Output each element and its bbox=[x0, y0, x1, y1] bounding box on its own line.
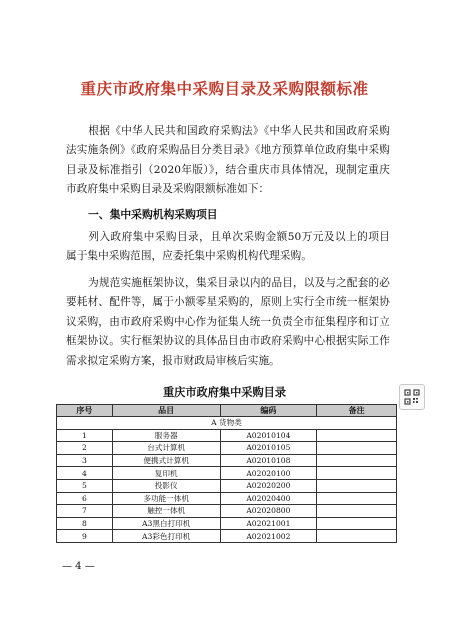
paragraph-2-text: 列入政府集中采购目录，且单次采购金额50万元及以上的项目属于集中采购范围，应委托集中采购机构代理采购。 bbox=[66, 231, 390, 263]
page-title: 重庆市政府集中采购目录及采购限额标准 bbox=[80, 79, 369, 98]
cell-code: A02020100 bbox=[220, 467, 317, 480]
cell-code: A02010105 bbox=[220, 442, 317, 455]
cell-note bbox=[317, 467, 397, 480]
table-row bbox=[57, 530, 397, 543]
cell-no: 1 bbox=[57, 429, 113, 442]
cell-note bbox=[317, 429, 397, 442]
cell-item: 复印机 bbox=[112, 467, 220, 480]
cell-no: 7 bbox=[57, 505, 113, 518]
header-code: 编码 bbox=[220, 405, 317, 417]
cell-code: A02021002 bbox=[220, 530, 317, 543]
cell-item: 多功能一体机 bbox=[112, 492, 220, 505]
cell-no: 9 bbox=[57, 530, 113, 543]
cell-item: A3彩色打印机 bbox=[112, 530, 220, 543]
cell-note bbox=[317, 479, 397, 492]
cell-item: 台式计算机 bbox=[112, 442, 220, 455]
table-title: 重庆市政府集中采购目录 bbox=[162, 385, 287, 399]
paragraph-3 bbox=[66, 274, 390, 371]
table-row bbox=[57, 429, 397, 442]
qr-code-icon bbox=[404, 389, 420, 405]
cell-item: 触控一体机 bbox=[112, 505, 220, 518]
header-no: 序号 bbox=[57, 405, 113, 417]
intro-text: 根据《中华人民共和国政府采购法》《中华人民共和国政府采购法实施条例》《政府采购品目分类目录》《地方预算单位政府集中采购目录及标准指引（2020年版）》，结合重庆市具体情况，现制定重庆市政府集中采购目录及采购限额标准如下： bbox=[66, 125, 390, 196]
cell-item: 便携式计算机 bbox=[112, 454, 220, 467]
table-row bbox=[57, 442, 397, 455]
table-row bbox=[57, 492, 397, 505]
cell-note bbox=[317, 517, 397, 530]
cell-code: A02020200 bbox=[220, 479, 317, 492]
cell-code: A02010108 bbox=[220, 454, 317, 467]
cell-no: 4 bbox=[57, 467, 113, 480]
cell-note bbox=[317, 505, 397, 518]
intro-paragraph bbox=[66, 122, 390, 200]
cell-no: 6 bbox=[57, 492, 113, 505]
cell-no: 3 bbox=[57, 454, 113, 467]
table-row bbox=[57, 505, 397, 518]
header-note: 备注 bbox=[317, 405, 397, 417]
cell-item: 服务器 bbox=[112, 429, 220, 442]
table-row bbox=[57, 467, 397, 480]
header-item: 品目 bbox=[112, 405, 220, 417]
cell-item: 投影仪 bbox=[112, 479, 220, 492]
cell-note bbox=[317, 492, 397, 505]
table-row bbox=[57, 479, 397, 492]
page-number: — 4 — bbox=[62, 561, 95, 572]
section-label: A 货物类 bbox=[57, 417, 397, 430]
cell-code: A02021001 bbox=[220, 517, 317, 530]
cell-item: A3黑白打印机 bbox=[112, 517, 220, 530]
cell-note bbox=[317, 454, 397, 467]
section-heading-1: 一、集中采购机构采购项目 bbox=[88, 208, 218, 221]
table-header-row bbox=[57, 405, 397, 417]
cell-no: 2 bbox=[57, 442, 113, 455]
paragraph-2 bbox=[66, 228, 390, 267]
table-row bbox=[57, 517, 397, 530]
cell-code: A02020400 bbox=[220, 492, 317, 505]
cell-no: 8 bbox=[57, 517, 113, 530]
table-row bbox=[57, 454, 397, 467]
qr-code-button[interactable] bbox=[399, 384, 425, 410]
paragraph-3-text: 为规范实施框架协议，集采目录以内的品目，以及与之配套的必要耗材、配件等，属于小额零星采购的，原则上实行全市统一框架协议采购，由市政府采购中心作为征集人统一负责全市征集程序和订立框架协议。实行框架协议的具体品目由市政府采购中心根据实际工作需求拟定采购方案，报市财政局审核后实施。 bbox=[66, 277, 390, 367]
table-section-row bbox=[57, 417, 397, 430]
cell-note bbox=[317, 530, 397, 543]
procurement-table bbox=[56, 404, 397, 543]
cell-code: A02020800 bbox=[220, 505, 317, 518]
cell-code: A02010104 bbox=[220, 429, 317, 442]
cell-no: 5 bbox=[57, 479, 113, 492]
cell-note bbox=[317, 442, 397, 455]
